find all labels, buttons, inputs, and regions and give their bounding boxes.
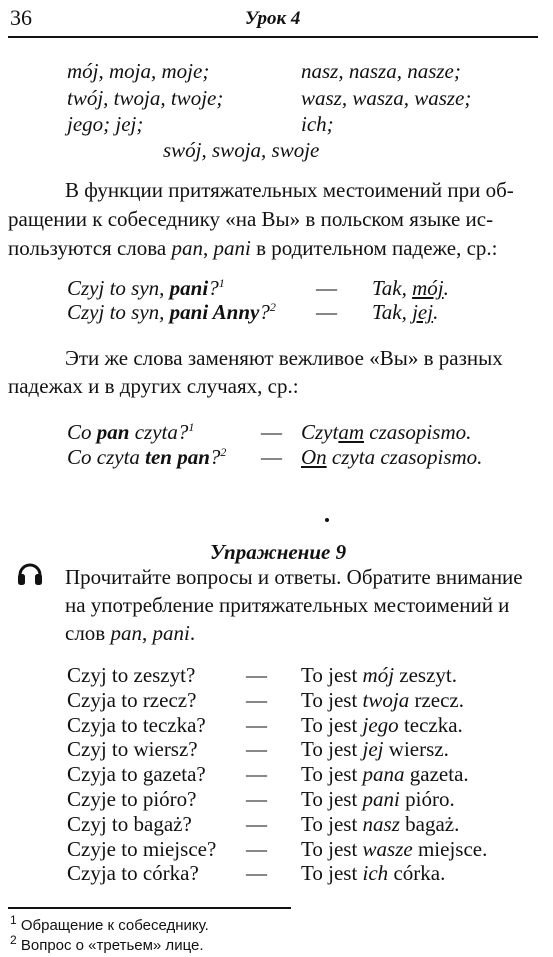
qa-pronoun: jego	[362, 713, 399, 737]
qa-pronoun: ich	[362, 861, 389, 885]
paragraph1-line2: ращении к собеседнику «на Вы» в польском языке ис-	[8, 207, 494, 231]
qa-question: Czyj to bagaż?	[67, 812, 192, 836]
qa-dash: —	[246, 861, 267, 885]
decorative-dot	[325, 518, 329, 522]
pronoun-reflexive: swój, swoja, swoje	[163, 138, 320, 162]
paragraph1-line1: В функции притяжательных местоимений при об-	[65, 178, 514, 202]
example1-dash: —	[316, 276, 337, 300]
qa-dash: —	[246, 762, 267, 786]
qa-dash: —	[246, 737, 267, 761]
pronoun-left-2: twój, twoja, twoje;	[67, 86, 224, 110]
pronoun-left-1: mój, moja, moje;	[67, 59, 210, 83]
qa-pronoun: twoja	[362, 688, 410, 712]
example3-dash: —	[261, 420, 282, 444]
example2-question: Czyj to syn, pani Anny?$^2$	[67, 300, 276, 324]
qa-pronoun: pani	[362, 787, 400, 811]
qa-pronoun: nasz	[362, 812, 400, 836]
qa-answer: To jest pana gazeta.	[301, 762, 469, 786]
qa-answer: To jest mój zeszyt.	[301, 663, 458, 687]
qa-pronoun: pana	[362, 762, 405, 786]
qa-dash: —	[246, 713, 267, 737]
example3-question: Co pan czyta?$^1$	[67, 420, 195, 444]
example3-answer: Czytam czasopismo.	[301, 420, 472, 444]
qa-answer: To jest twoja rzecz.	[301, 688, 464, 712]
exercise-line1: Прочитайте вопросы и ответы. Обратите внимание	[65, 565, 523, 589]
paragraph1-line3: пользуются слова pan, pani в родительном падеже, ср.:	[8, 236, 498, 260]
page-number: 36	[10, 5, 32, 30]
exercise-line2: на употребление притяжательных местоимений и	[65, 593, 510, 617]
qa-question: Czyja to rzecz?	[67, 688, 197, 712]
footnote-rule	[8, 907, 291, 909]
qa-answer: To jest nasz bagaż.	[301, 812, 460, 836]
paragraph2-line1: Эти же слова заменяют вежливое «Вы» в разных	[65, 346, 503, 370]
qa-answer: To jest wasze miejsce.	[301, 837, 488, 861]
footnote-2: $^2$ Вопрос о «третьем» лице.	[10, 933, 204, 954]
example1-question: Czyj to syn, pani?$^1$	[67, 276, 225, 300]
example2-dash: —	[316, 300, 337, 324]
qa-question: Czyj to zeszyt?	[67, 663, 196, 687]
qa-question: Czyja to córka?	[67, 861, 199, 885]
pronoun-right-3: ich;	[301, 112, 334, 136]
header-rule	[8, 36, 538, 38]
example2-answer: Tak, jej.	[372, 300, 439, 324]
example4-question: Co czyta ten pan?$^2$	[67, 445, 227, 469]
qa-question: Czyja to gazeta?	[67, 762, 206, 786]
qa-pronoun: jej	[362, 737, 384, 761]
footnote-1: $^1$ Обращение к собеседнику.	[10, 913, 209, 934]
qa-answer: To jest pani pióro.	[301, 787, 455, 811]
qa-question: Czyja to teczka?	[67, 713, 206, 737]
header-title: Урок 4	[245, 8, 301, 29]
example4-dash: —	[261, 445, 282, 469]
qa-question: Czyj to wiersz?	[67, 737, 198, 761]
qa-question: Czyje to miejsce?	[67, 837, 217, 861]
qa-pronoun: mój	[362, 663, 395, 687]
qa-dash: —	[246, 663, 267, 687]
exercise-line3: слов pan, pani.	[65, 621, 196, 645]
pronoun-left-3: jego; jej;	[67, 112, 144, 136]
qa-answer: To jest jej wiersz.	[301, 737, 449, 761]
qa-answer: To jest jego teczka.	[301, 713, 463, 737]
qa-answer: To jest ich córka.	[301, 861, 446, 885]
pronoun-right-2: wasz, wasza, wasze;	[301, 86, 472, 110]
pronoun-right-1: nasz, nasza, nasze;	[301, 59, 461, 83]
exercise-title: Упражнение 9	[210, 540, 347, 564]
qa-pronoun: wasze	[362, 837, 413, 861]
qa-dash: —	[246, 812, 267, 836]
qa-dash: —	[246, 837, 267, 861]
qa-dash: —	[246, 688, 267, 712]
example4-answer: On czyta czasopismo.	[301, 445, 483, 469]
qa-dash: —	[246, 787, 267, 811]
example1-answer: Tak, mój.	[372, 276, 449, 300]
paragraph2-line2: падежах и в других случаях, ср.:	[8, 374, 299, 398]
headphones-icon	[15, 558, 45, 588]
qa-question: Czyje to pióro?	[67, 787, 197, 811]
